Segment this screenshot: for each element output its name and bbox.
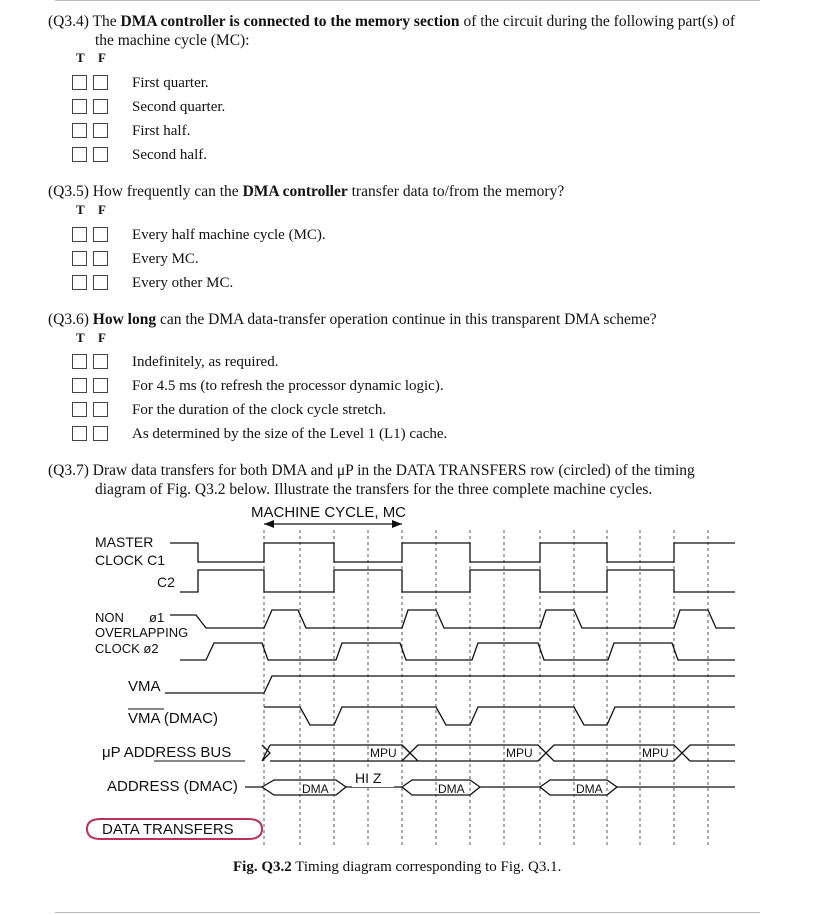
overlapping-label: OVERLAPPING bbox=[95, 625, 189, 640]
machine-cycle-arrow bbox=[264, 520, 402, 528]
timing-diagram bbox=[0, 500, 813, 850]
clock-c1-label: CLOCK C1 bbox=[95, 552, 166, 568]
option-row bbox=[72, 97, 114, 117]
option-label: Every MC. bbox=[132, 251, 199, 267]
option-row bbox=[72, 273, 114, 293]
mpu-label-2: MPU bbox=[506, 746, 533, 760]
address-dmac-label: ADDRESS (DMAC) bbox=[107, 778, 238, 795]
option-row bbox=[72, 424, 114, 444]
false-checkbox[interactable] bbox=[93, 378, 108, 393]
option-row bbox=[72, 73, 114, 93]
option-label: Indefinitely, as required. bbox=[132, 354, 279, 370]
tf-header: T F bbox=[76, 50, 106, 65]
false-checkbox[interactable] bbox=[93, 354, 108, 369]
option-row bbox=[72, 225, 114, 245]
option-label: Every half machine cycle (MC). bbox=[132, 227, 326, 243]
true-checkbox[interactable] bbox=[72, 75, 87, 90]
true-checkbox[interactable] bbox=[72, 275, 87, 290]
dma-label-2: DMA bbox=[438, 782, 465, 796]
phi2-label: CLOCK ø2 bbox=[95, 641, 159, 656]
true-checkbox[interactable] bbox=[72, 123, 87, 138]
false-checkbox[interactable] bbox=[93, 123, 108, 138]
bottom-rule bbox=[55, 912, 760, 913]
question-q3-6: (Q3.6) How long can the DMA data-transfer operation continue in this transparent DMA scheme? bbox=[48, 311, 657, 328]
phi1-label: ø1 bbox=[149, 610, 165, 625]
false-checkbox[interactable] bbox=[93, 147, 108, 162]
option-label: First half. bbox=[132, 123, 191, 139]
phi1-waveform bbox=[170, 610, 735, 628]
true-checkbox[interactable] bbox=[72, 227, 87, 242]
true-checkbox[interactable] bbox=[72, 99, 87, 114]
vma-label: VMA bbox=[128, 678, 161, 695]
question-q3-7: (Q3.7) Draw data transfers for both DMA and μP in the DATA TRANSFERS row (circled) of the timing diagram of Fig. Q3.2 below. Illustrate the transfers for the three complete machine cycles. bbox=[48, 461, 788, 499]
option-row bbox=[72, 376, 114, 396]
non-label: NON bbox=[95, 610, 124, 625]
top-rule bbox=[55, 0, 760, 1]
data-transfers-label: DATA TRANSFERS bbox=[102, 821, 234, 838]
mpu-label-1: MPU bbox=[370, 746, 397, 760]
option-label: For the duration of the clock cycle stretch. bbox=[132, 402, 387, 418]
question-continuation: the machine cycle (MC): bbox=[95, 32, 250, 49]
vma-dmac-label: VMA (DMAC) bbox=[128, 710, 218, 727]
figure-caption: Fig. Q3.2 Timing diagram corresponding to Fig. Q3.1. bbox=[233, 859, 562, 875]
machine-cycle-label: MACHINE CYCLE, MC bbox=[251, 504, 407, 521]
option-label: First quarter. bbox=[132, 75, 209, 91]
false-checkbox[interactable] bbox=[93, 99, 108, 114]
option-row bbox=[72, 400, 114, 420]
true-checkbox[interactable] bbox=[72, 426, 87, 441]
vma-dmac-waveform bbox=[264, 707, 735, 725]
clock-c2-waveform bbox=[180, 570, 735, 592]
false-checkbox[interactable] bbox=[93, 426, 108, 441]
option-row bbox=[72, 352, 114, 372]
false-checkbox[interactable] bbox=[93, 275, 108, 290]
hiz-label: HI Z bbox=[355, 770, 382, 786]
true-checkbox[interactable] bbox=[72, 147, 87, 162]
c2-label: C2 bbox=[157, 574, 175, 590]
option-row bbox=[72, 145, 114, 165]
dma-label-1: DMA bbox=[302, 782, 329, 796]
tf-header: T F bbox=[76, 202, 106, 217]
true-checkbox[interactable] bbox=[72, 402, 87, 417]
dma-label-3: DMA bbox=[576, 782, 603, 796]
clock-c1-waveform bbox=[170, 543, 735, 562]
option-label: Every other MC. bbox=[132, 275, 234, 291]
option-label: Second quarter. bbox=[132, 99, 226, 115]
vma-waveform bbox=[165, 676, 735, 693]
true-checkbox[interactable] bbox=[72, 251, 87, 266]
true-checkbox[interactable] bbox=[72, 354, 87, 369]
false-checkbox[interactable] bbox=[93, 402, 108, 417]
option-label: As determined by the size of the Level 1 (L1) cache. bbox=[132, 426, 448, 442]
up-address-bus-label: μP ADDRESS BUS bbox=[102, 744, 232, 761]
false-checkbox[interactable] bbox=[93, 227, 108, 242]
master-clock-label: MASTER bbox=[95, 534, 154, 550]
question-q3-4: (Q3.4) The DMA controller is connected to the memory section of the circuit during the following part(s) of the machine cycle (MC): bbox=[48, 12, 788, 50]
true-checkbox[interactable] bbox=[72, 378, 87, 393]
option-row bbox=[72, 249, 114, 269]
question-q3-5: (Q3.5) How frequently can the DMA controller transfer data to/from the memory? bbox=[48, 183, 565, 200]
mpu-label-3: MPU bbox=[642, 746, 669, 760]
option-label: For 4.5 ms (to refresh the processor dynamic logic). bbox=[132, 378, 444, 394]
option-label: Second half. bbox=[132, 147, 207, 163]
false-checkbox[interactable] bbox=[93, 75, 108, 90]
cycle-guide-lines bbox=[264, 530, 708, 845]
option-row bbox=[72, 121, 114, 141]
phi2-waveform bbox=[180, 643, 735, 660]
question-continuation: diagram of Fig. Q3.2 below. Illustrate the transfers for the three complete machine cycles. bbox=[95, 481, 653, 498]
false-checkbox[interactable] bbox=[93, 251, 108, 266]
tf-header: T F bbox=[76, 330, 106, 345]
